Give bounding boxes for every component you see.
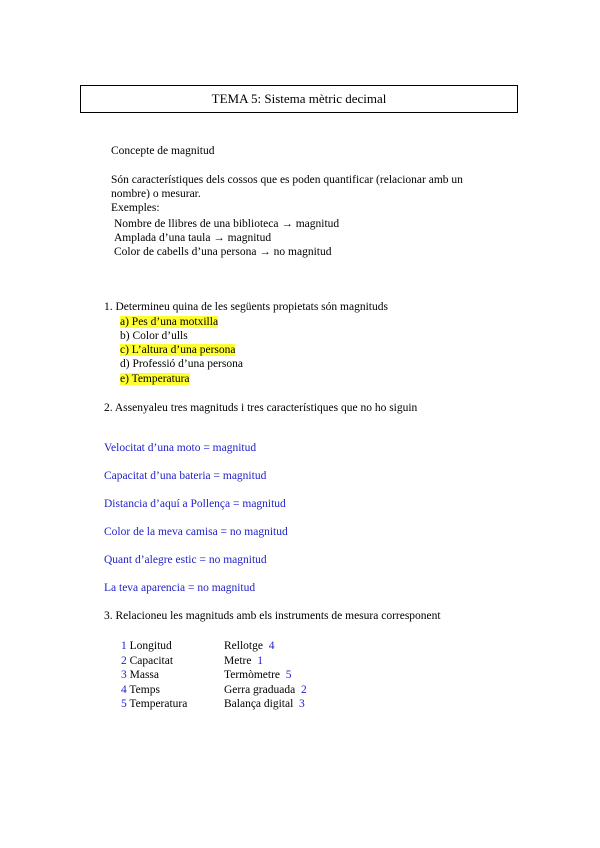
- instrument-answer: 2: [300, 683, 307, 696]
- question-1-prompt: 1. Determineu quina de les següents propietats són magnituds: [104, 301, 388, 313]
- question-2-answer: Distancia d’aquí a Pollença = magnitud: [104, 498, 286, 510]
- magnitude-number: 2: [121, 654, 127, 667]
- instrument-answer: 3: [299, 698, 305, 710]
- instrument-answer: 5: [285, 669, 292, 681]
- magnitude-number: 5: [121, 698, 127, 710]
- question-1-option-highlighted: e) Temperatura: [120, 373, 190, 385]
- question-2-answer: La teva aparencia = no magnitud: [104, 582, 256, 594]
- magnitude-label: Temperatura: [129, 698, 188, 710]
- definition-line-2: nombre) o mesurar.: [111, 188, 201, 200]
- question-1-option-highlighted: a) Pes d’una motxilla: [120, 316, 219, 328]
- question-2-answer: Capacitat d’una bateria = magnitud: [104, 470, 267, 482]
- magnitude-number: 1: [121, 640, 127, 652]
- instrument-label: Metre: [224, 654, 252, 667]
- magnitude-label: Temps: [129, 683, 160, 696]
- question-1-option: d) Professió d’una persona: [120, 358, 243, 370]
- magnitude-number: 4: [121, 683, 127, 696]
- instrument-label: Gerra graduada: [224, 683, 296, 696]
- section-heading: Concepte de magnitud: [111, 145, 215, 157]
- instrument-answer: 1: [257, 654, 263, 667]
- instrument-label: Rellotge: [224, 640, 263, 652]
- instrument-label: Termòmetre: [224, 669, 281, 681]
- question-1-option-highlighted: c) L’altura d’una persona: [120, 344, 236, 356]
- question-2-answer: Velocitat d’una moto = magnitud: [104, 442, 257, 454]
- question-3-prompt: 3. Relacioneu les magnituds amb els instruments de mesura corresponent: [104, 610, 441, 622]
- page-title-box: [80, 85, 518, 113]
- question-2-prompt: 2. Assenyaleu tres magnituds i tres característiques que no ho siguin: [104, 402, 418, 414]
- magnitude-number: 3: [121, 669, 127, 681]
- examples-label: Exemples:: [111, 202, 160, 214]
- magnitude-label: Capacitat: [129, 654, 174, 667]
- page-title: TEMA 5: Sistema mètric decimal: [211, 91, 387, 106]
- magnitude-label: Massa: [129, 669, 160, 681]
- question-2-answer: Color de la meva camisa = no magnitud: [104, 526, 288, 538]
- example-item: Color de cabells d’una persona → no magnitud: [114, 246, 332, 258]
- instrument-answer: 4: [268, 640, 275, 652]
- question-2-answer: Quant d’alegre estic = no magnitud: [104, 554, 267, 566]
- question-1-option: b) Color d’ulls: [120, 330, 188, 342]
- instrument-label: Balança digital: [224, 698, 294, 710]
- magnitude-label: Longitud: [129, 640, 172, 652]
- example-item: Nombre de llibres de una biblioteca → magnitud: [114, 218, 340, 230]
- definition-line-1: Són característiques dels cossos que es poden quantificar (relacionar amb un: [111, 174, 463, 186]
- example-item: Amplada d’una taula → magnitud: [114, 232, 272, 244]
